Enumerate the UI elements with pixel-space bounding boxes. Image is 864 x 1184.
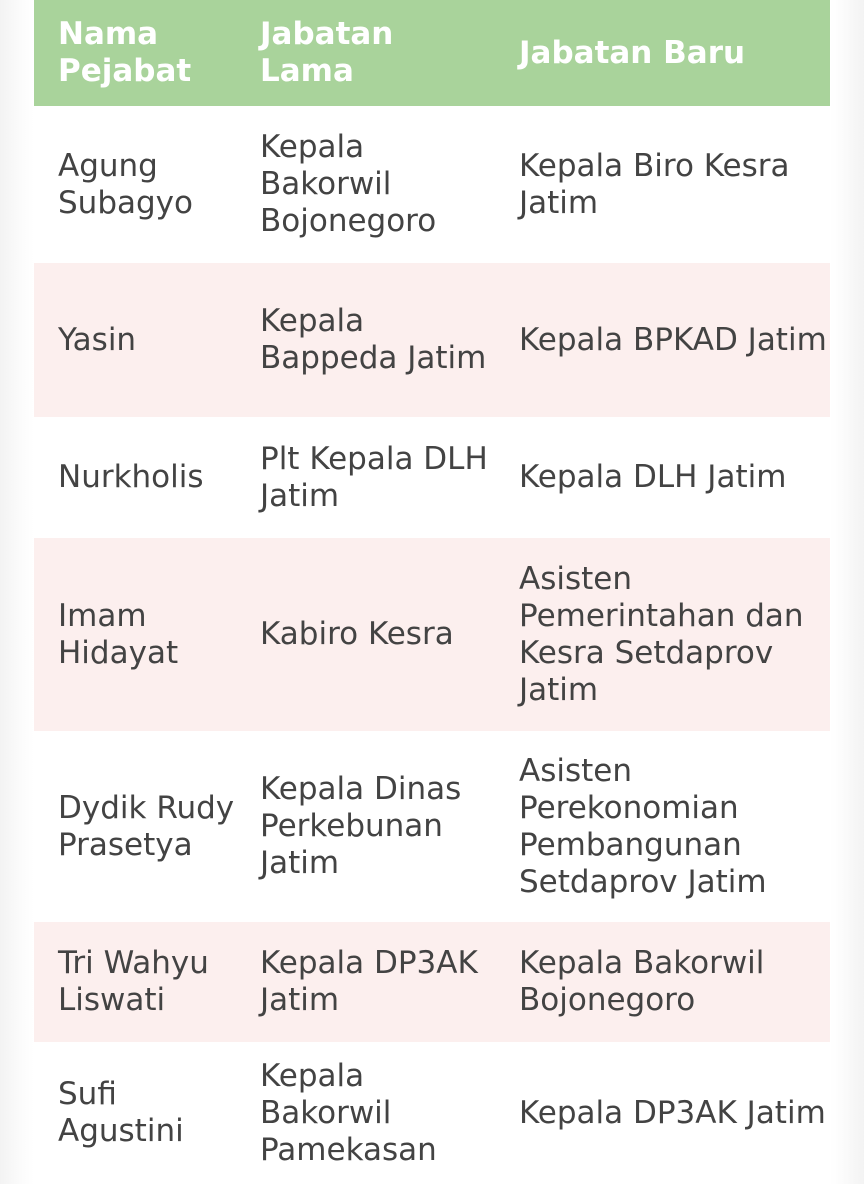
cell-jabatan-baru: Kepala DLH Jatim [495, 417, 830, 538]
cell-nama: Agung Subagyo [34, 106, 236, 263]
cell-jabatan-baru: Kepala BPKAD Jatim [495, 263, 830, 417]
cell-nama: Imam Hidayat [34, 538, 236, 731]
table-row [34, 922, 830, 1042]
cell-nama: Sufi Agustini [34, 1042, 236, 1184]
cell-jabatan-lama: Kepala Bappeda Jatim [236, 263, 495, 417]
table-row [34, 731, 830, 922]
header-nama-pejabat: Nama Pejabat [34, 0, 236, 106]
table-row [34, 106, 830, 263]
right-margin [830, 0, 864, 1184]
cell-jabatan-baru: Kepala Biro Kesra Jatim [495, 106, 830, 263]
cell-jabatan-lama: Kepala Bakorwil Pamekasan [236, 1042, 495, 1184]
cell-jabatan-lama: Kepala Dinas Perkebunan Jatim [236, 731, 495, 922]
header-jabatan-baru: Jabatan Baru [495, 0, 830, 106]
table-row [34, 263, 830, 417]
table-row [34, 1042, 830, 1184]
table-row [34, 538, 830, 731]
cell-jabatan-lama: Plt Kepala DLH Jatim [236, 417, 495, 538]
cell-jabatan-lama: Kabiro Kesra [236, 538, 495, 731]
officials-table [34, 0, 830, 1184]
cell-nama: Yasin [34, 263, 236, 417]
cell-jabatan-baru: Asisten Pemerintahan dan Kesra Setdaprov Jatim [495, 538, 830, 731]
cell-nama: Dydik Rudy Prasetya [34, 731, 236, 922]
cell-nama: Tri Wahyu Liswati [34, 922, 236, 1042]
cell-jabatan-baru: Asisten Perekonomian Pembangunan Setdaprov Jatim [495, 731, 830, 922]
table-row [34, 417, 830, 538]
cell-nama: Nurkholis [34, 417, 236, 538]
cell-jabatan-lama: Kepala Bakorwil Bojonegoro [236, 106, 495, 263]
cell-jabatan-baru: Kepala Bakorwil Bojonegoro [495, 922, 830, 1042]
cell-jabatan-lama: Kepala DP3AK Jatim [236, 922, 495, 1042]
header-jabatan-lama: Jabatan Lama [236, 0, 495, 106]
left-margin [0, 0, 34, 1184]
table-header-row [34, 0, 830, 106]
cell-jabatan-baru: Kepala DP3AK Jatim [495, 1042, 830, 1184]
